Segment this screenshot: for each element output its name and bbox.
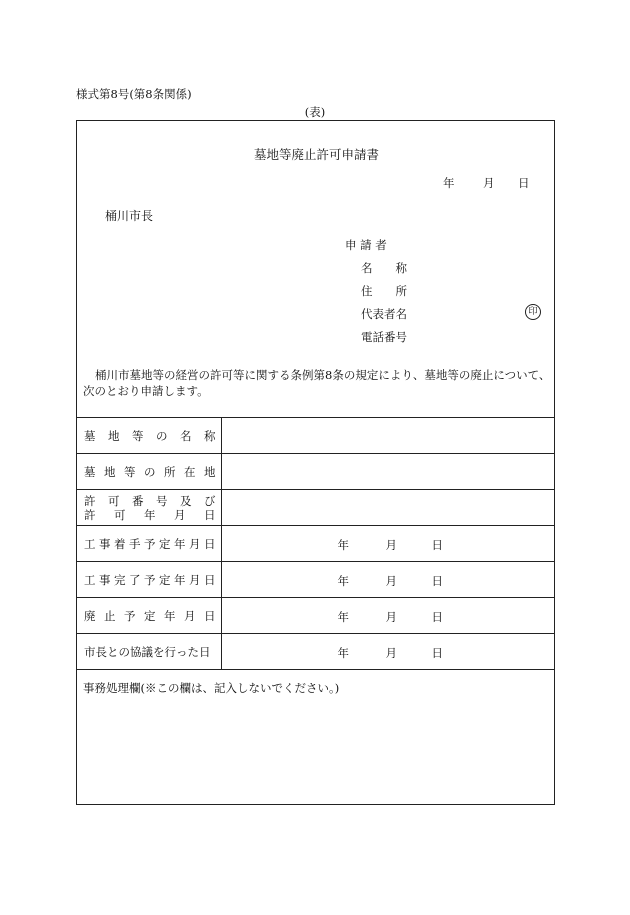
- abolition-date-field[interactable]: 年 月 日: [221, 598, 554, 634]
- seal-mark: 印: [525, 304, 541, 320]
- table-row: [77, 454, 554, 490]
- office-use-box: [77, 669, 554, 805]
- construction-start-date-field[interactable]: 年 月 日: [221, 526, 554, 562]
- permit-label: 許 可 番 号 及 び 許 可 年 月 日: [77, 490, 221, 526]
- construction-end-date-field[interactable]: 年 月 日: [221, 562, 554, 598]
- addressee: 桶川市長: [105, 209, 154, 223]
- consultation-date-label: 市長との協議を行った日: [77, 634, 221, 670]
- applicant-name-label: 名 称: [361, 261, 407, 275]
- construction-end-label: 工 事 完 了 予 定 年 月 日: [77, 562, 221, 598]
- site-name-field[interactable]: [221, 418, 554, 454]
- header-date-day: 日: [518, 176, 530, 190]
- applicant-phone-label: 電話番号: [361, 330, 407, 344]
- detail-table: [77, 417, 554, 669]
- statement-text: 桶川市墓地等の経営の許可等に関する条例第8条の規定により、墓地等の廃止について、次のとおり申請します。: [83, 368, 551, 398]
- table-row: [77, 562, 554, 598]
- site-location-label: 墓 地 等 の 所 在 地: [77, 454, 221, 490]
- site-location-field[interactable]: [221, 454, 554, 490]
- applicant-address-label: 住 所: [361, 284, 407, 298]
- side-label: (表): [304, 105, 326, 119]
- form-number: 様式第8号(第8条関係): [76, 87, 192, 101]
- table-row: [77, 634, 554, 670]
- applicant-representative-label: 代表者名: [361, 307, 407, 321]
- site-name-label: 墓 地 等 の 名 称: [77, 418, 221, 454]
- abolition-date-label: 廃 止 予 定 年 月 日: [77, 598, 221, 634]
- office-use-label: 事務処理欄(※この欄は、記入しないでください。): [83, 681, 340, 695]
- table-row: [77, 526, 554, 562]
- form-frame: [76, 120, 555, 805]
- header-date-month: 月: [483, 176, 495, 190]
- applicant-heading: 申 請 者: [345, 238, 387, 252]
- header-date-year: 年: [443, 176, 455, 190]
- table-row: [77, 598, 554, 634]
- table-row: [77, 490, 554, 526]
- application-statement: [83, 367, 551, 399]
- construction-start-label: 工 事 着 手 予 定 年 月 日: [77, 526, 221, 562]
- consultation-date-field[interactable]: 年 月 日: [221, 634, 554, 670]
- table-row: [77, 418, 554, 454]
- permit-field[interactable]: [221, 490, 554, 526]
- document-title: 墓地等廃止許可申請書: [253, 147, 379, 162]
